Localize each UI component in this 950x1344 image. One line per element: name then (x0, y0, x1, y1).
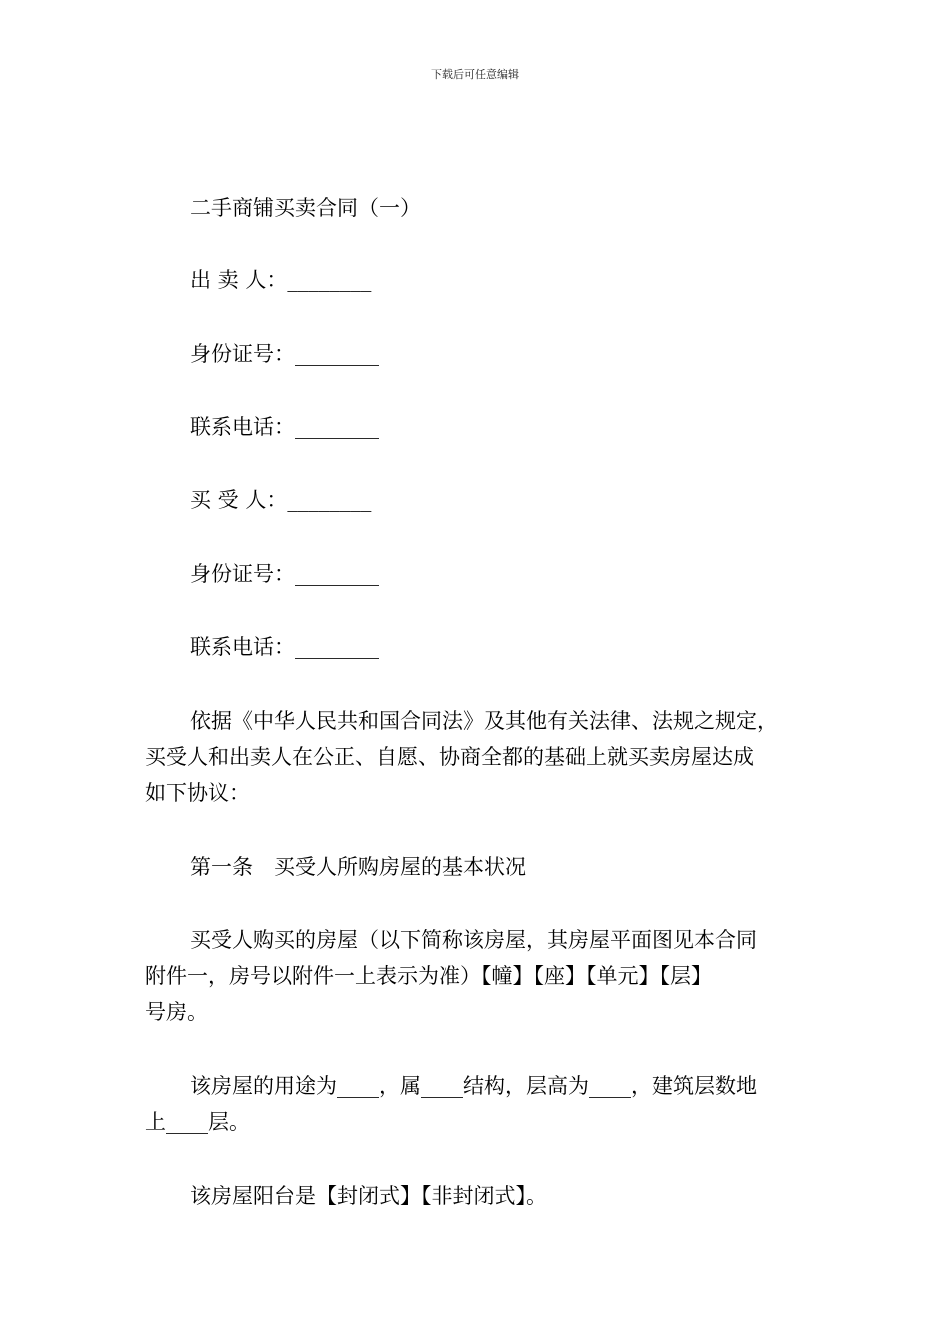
seller-phone-field: 联系电话：________ (190, 415, 379, 439)
article1-heading: 第一条 买受人所购房屋的基本状况 (190, 855, 526, 879)
seller-field: 出 卖 人：________ (190, 268, 372, 292)
contract-title: 二手商铺买卖合同（一） (190, 196, 421, 220)
usage-paragraph-line1: 该房屋的用途为____，属____结构，层高为____，建筑层数地 (190, 1074, 757, 1098)
buyer-field: 买 受 人：________ (190, 488, 372, 512)
house-paragraph-line2: 附件一，房号以附件一上表示为准）【幢】【座】【单元】【层】 (145, 964, 712, 988)
seller-id-field: 身份证号：________ (190, 342, 379, 366)
page-header-note: 下载后可任意编辑 (431, 68, 519, 81)
buyer-phone-field: 联系电话：________ (190, 635, 379, 659)
buyer-id-field: 身份证号：________ (190, 562, 379, 586)
house-paragraph-line3: 号房。 (145, 1000, 208, 1024)
intro-paragraph-line3: 如下协议： (145, 781, 250, 805)
intro-paragraph-line2: 买受人和出卖人在公正、自愿、协商全都的基础上就买卖房屋达成 (145, 745, 754, 769)
house-paragraph-line1: 买受人购买的房屋（以下简称该房屋，其房屋平面图见本合同 (190, 928, 757, 952)
usage-paragraph-line2: 上____层。 (145, 1110, 250, 1134)
balcony-paragraph: 该房屋阳台是【封闭式】【非封闭式】。 (190, 1184, 547, 1208)
intro-paragraph-line1: 依据《中华人民共和国合同法》及其他有关法律、法规之规定， (190, 709, 778, 733)
